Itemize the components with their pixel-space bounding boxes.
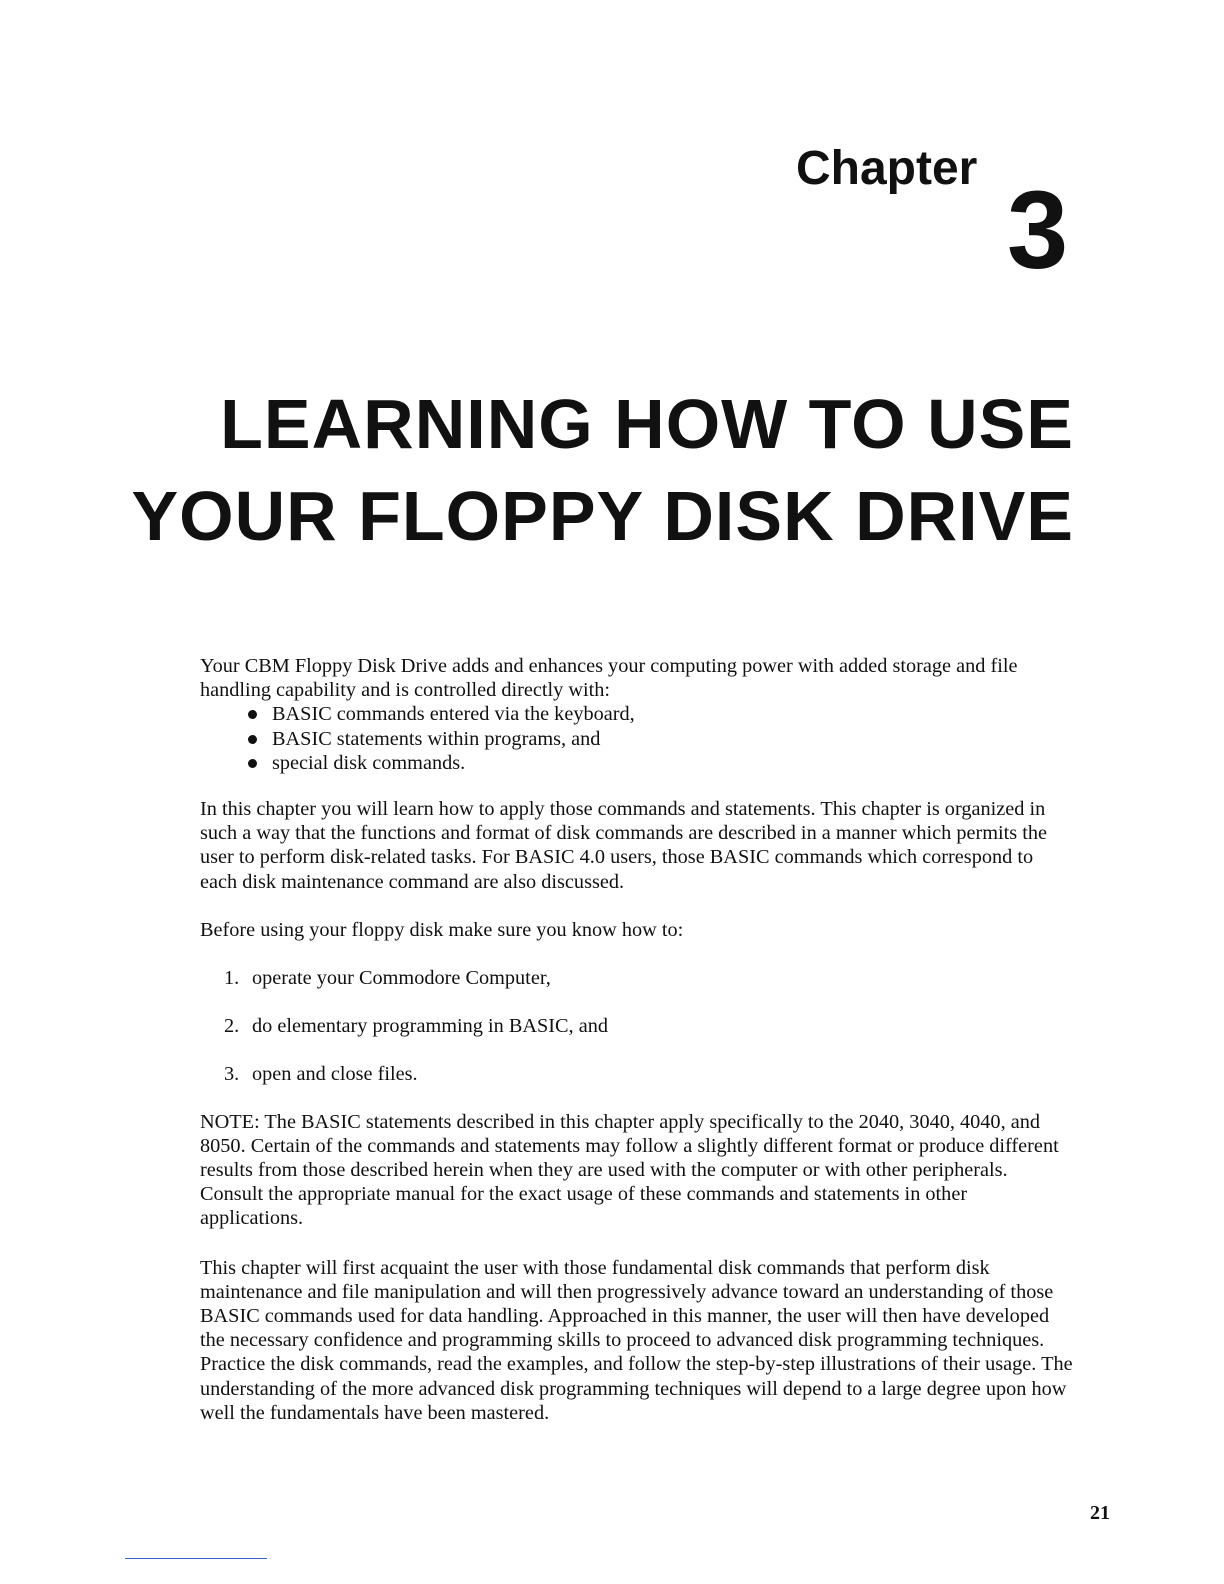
bullet-text: BASIC commands entered via the keyboard, (272, 703, 635, 726)
prerequisites-list (200, 966, 1075, 1087)
chapter-overview-paragraph: In this chapter you will learn how to apply those commands and statements. This chapter is organized in such a way that the functions and format of disk commands are described in a manner which permits the user to perform disk-related tasks. For BASIC 4.0 users, those BASIC commands which correspond to each disk maintenance command are also discussed. (200, 798, 1048, 893)
page-number: 21 (1090, 1502, 1110, 1524)
bullet-text: special disk commands. (272, 751, 466, 774)
body-text (200, 654, 1075, 1425)
prerequisites-intro: Before using your floppy disk make sure you know how to: (200, 918, 684, 941)
chapter-title (131, 378, 1074, 562)
chapter-number: 3 (1007, 169, 1069, 292)
list-item-text: do elementary programming in BASIC, and (252, 1015, 608, 1038)
closing-paragraph: This chapter will first acquaint the user with those fundamental disk commands that perform disk maintenance and file manipulation and will then progressively advance toward an understanding of those BASIC commands used for data handling. Approached in this manner, the user will then have developed the necessary confidence and programming skills to proceed to advanced disk programming techniques. Practice the disk commands, read the examples, and follow the step-by-step illustrations of their usage. The understanding of the more advanced disk programming techniques will depend to a large degree upon how well the fundamentals have been mastered. (200, 1256, 1073, 1424)
list-item (224, 1014, 1075, 1038)
chapter-title-line-1: LEARNING HOW TO USE (220, 385, 1074, 463)
list-item-number: 2. (224, 1015, 240, 1038)
bullet-text: BASIC statements within programs, and (272, 727, 601, 750)
bullet-item (248, 751, 1075, 775)
note-paragraph: NOTE: The BASIC statements described in this chapter apply specifically to the 2040, 3040, 4040, and 8050. Certain of the commands and statements may follow a slightly different format or produce different results from those described herein when they are used with the computer or with other peripherals. Consult the appropriate manual for the exact usage of these commands and statements in other applications. (200, 1110, 1059, 1230)
bullet-item (248, 702, 1075, 726)
list-item (224, 966, 1075, 990)
list-item-number: 1. (224, 967, 240, 990)
chapter-title-line-2: YOUR FLOPPY DISK DRIVE (131, 477, 1074, 555)
intro-bullet-list (200, 702, 1075, 775)
bullet-dot-icon (248, 759, 257, 768)
list-item-text: open and close files. (252, 1063, 418, 1086)
bullet-dot-icon (248, 735, 257, 744)
list-item (224, 1062, 1075, 1086)
intro-paragraph: Your CBM Floppy Disk Drive adds and enhances your computing power with added storage and file handling capability and is controlled directly with: (200, 655, 1018, 702)
chapter-label: Chapter (796, 142, 978, 195)
list-item-number: 3. (224, 1063, 240, 1086)
scan-artifact-line (125, 1558, 267, 1559)
bullet-item (248, 727, 1075, 751)
bullet-dot-icon (248, 710, 257, 719)
list-item-text: operate your Commodore Computer, (252, 967, 551, 990)
